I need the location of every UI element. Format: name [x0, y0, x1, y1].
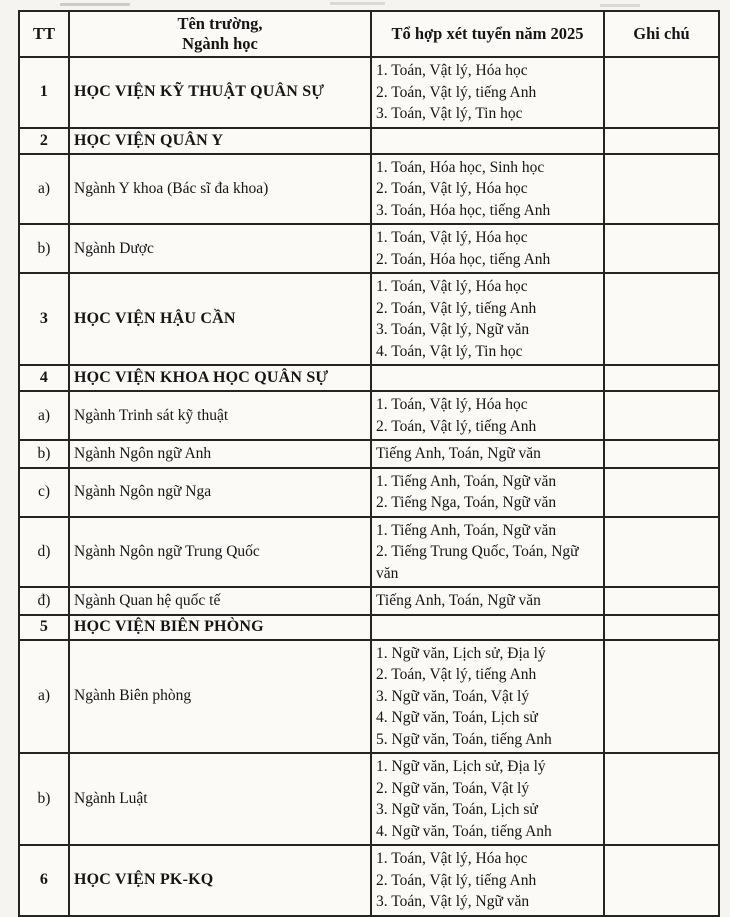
table-row [19, 587, 719, 615]
combination-line: 1. Ngữ văn, Lịch sử, Địa lý [376, 758, 546, 775]
school-name-cell: HỌC VIỆN BIÊN PHÒNG [69, 615, 371, 640]
major-name-cell: Ngành Biên phòng [69, 640, 371, 754]
combination-line: 1. Toán, Vật lý, Hóa học [376, 396, 528, 413]
combination-line: 3. Toán, Vật lý, Ngữ văn [376, 321, 530, 338]
combination-cell [371, 640, 604, 754]
combination-line: 3. Ngữ văn, Toán, Vật lý [376, 687, 530, 705]
note-cell [604, 587, 719, 615]
note-cell [604, 640, 719, 754]
table-row [19, 57, 719, 128]
row-index-cell: 4 [19, 365, 69, 391]
major-name-cell: Ngành Dược [69, 224, 371, 273]
combination-line: 1. Ngữ văn, Lịch sử, Địa lý [376, 644, 546, 662]
header-row [19, 11, 719, 57]
combination-line: 1. Tiếng Anh, Toán, Ngữ văn [376, 472, 557, 490]
combination-line: 1. Toán, Vật lý, Hóa học [376, 850, 528, 867]
note-cell [604, 154, 719, 225]
row-index-cell: 1 [19, 57, 69, 128]
combination-cell [371, 154, 604, 225]
note-cell [604, 845, 719, 916]
row-index-cell: a) [19, 391, 69, 440]
table-row [19, 365, 719, 391]
row-index-cell: a) [19, 640, 69, 754]
school-name-cell: HỌC VIỆN PK-KQ [69, 845, 371, 916]
row-index-cell: 5 [19, 615, 69, 640]
table-row [19, 517, 719, 588]
major-name-cell: Ngành Quan hệ quốc tế [69, 587, 371, 615]
note-cell [604, 753, 719, 845]
row-index-cell: b) [19, 224, 69, 273]
major-name-cell: Ngành Trinh sát kỹ thuật [69, 391, 371, 440]
combination-line: 3. Toán, Vật lý, Tin học [376, 105, 523, 122]
note-cell [604, 365, 719, 391]
combination-cell [371, 845, 604, 916]
combination-line: Tiếng Anh, Toán, Ngữ văn [376, 592, 541, 609]
scan-artifact [330, 2, 385, 5]
combination-line: 2. Toán, Vật lý, tiếng Anh [376, 83, 537, 101]
combination-line: 2. Toán, Vật lý, tiếng Anh [376, 871, 537, 889]
combination-cell [371, 224, 604, 273]
note-cell [604, 224, 719, 273]
school-name-cell: HỌC VIỆN KHOA HỌC QUÂN SỰ [69, 365, 371, 391]
school-name-cell: HỌC VIỆN QUÂN Y [69, 128, 371, 154]
table-row [19, 468, 719, 517]
major-name-cell: Ngành Luật [69, 753, 371, 845]
combination-line: 4. Ngữ văn, Toán, tiếng Anh [376, 822, 552, 840]
combination-line: 4. Ngữ văn, Toán, Lịch sử [376, 709, 538, 726]
combination-line: 2. Tiếng Trung Quốc, Toán, Ngữ văn [376, 543, 579, 582]
combination-line: 2. Ngữ văn, Toán, Vật lý [376, 779, 530, 797]
combination-line: 1. Toán, Hóa học, Sinh học [376, 158, 545, 176]
header-line-2: Ngành học [182, 34, 258, 53]
note-cell [604, 57, 719, 128]
major-name-cell: Ngành Ngôn ngữ Anh [69, 440, 371, 468]
combination-cell [371, 57, 604, 128]
combination-cell [371, 517, 604, 588]
combination-line: 2. Toán, Vật lý, Hóa học [376, 180, 528, 197]
admissions-table [18, 10, 720, 917]
combination-cell [371, 753, 604, 845]
school-name-cell: HỌC VIỆN KỸ THUẬT QUÂN SỰ [69, 57, 371, 128]
combination-line: 2. Toán, Hóa học, tiếng Anh [376, 250, 551, 268]
school-name-cell: HỌC VIỆN HẬU CẦN [69, 273, 371, 365]
combination-cell [371, 128, 604, 154]
table-row [19, 128, 719, 154]
combination-line: 2. Tiếng Nga, Toán, Ngữ văn [376, 494, 557, 511]
combination-line: 2. Toán, Vật lý, tiếng Anh [376, 666, 537, 683]
combination-line: Tiếng Anh, Toán, Ngữ văn [376, 445, 541, 462]
combination-cell [371, 468, 604, 517]
major-name-cell: Ngành Ngôn ngữ Nga [69, 468, 371, 517]
combination-line: 2. Toán, Vật lý, tiếng Anh [376, 417, 537, 435]
row-index-cell: c) [19, 468, 69, 517]
note-cell [604, 468, 719, 517]
combination-line: 3. Toán, Hóa học, tiếng Anh [376, 201, 551, 219]
combination-line: 1. Toán, Vật lý, Hóa học [376, 278, 528, 295]
row-index-cell: 6 [19, 845, 69, 916]
table-row [19, 391, 719, 440]
table-row [19, 224, 719, 273]
column-header-combination-2025: Tổ hợp xét tuyển năm 2025 [371, 11, 604, 57]
combination-line: 1. Toán, Vật lý, Hóa học [376, 62, 528, 79]
combination-cell [371, 391, 604, 440]
combination-line: 1. Tiếng Anh, Toán, Ngữ văn [376, 521, 557, 539]
table-row [19, 753, 719, 845]
table-row [19, 640, 719, 754]
column-header-tt: TT [19, 11, 69, 57]
table-row [19, 845, 719, 916]
row-index-cell: b) [19, 440, 69, 468]
combination-line: 1. Toán, Vật lý, Hóa học [376, 229, 528, 246]
table-row [19, 615, 719, 640]
table-row [19, 154, 719, 225]
major-name-cell: Ngành Y khoa (Bác sĩ đa khoa) [69, 154, 371, 225]
combination-line: 5. Ngữ văn, Toán, tiếng Anh [376, 730, 552, 748]
scan-artifact [600, 4, 640, 7]
row-index-cell: b) [19, 753, 69, 845]
combination-line: 3. Ngữ văn, Toán, Lịch sử [376, 801, 538, 818]
combination-cell [371, 273, 604, 365]
combination-cell [371, 440, 604, 468]
column-header-school-major [69, 11, 371, 57]
combination-cell [371, 365, 604, 391]
row-index-cell: 3 [19, 273, 69, 365]
combination-line: 4. Toán, Vật lý, Tin học [376, 342, 523, 360]
combination-cell [371, 587, 604, 615]
row-index-cell: a) [19, 154, 69, 225]
column-header-notes: Ghi chú [604, 11, 719, 57]
row-index-cell: d) [19, 517, 69, 588]
row-index-cell: 2 [19, 128, 69, 154]
combination-line: 2. Toán, Vật lý, tiếng Anh [376, 299, 537, 317]
note-cell [604, 391, 719, 440]
scan-artifact [60, 3, 130, 6]
table-row [19, 440, 719, 468]
note-cell [604, 128, 719, 154]
combination-line: 3. Toán, Vật lý, Ngữ văn [376, 893, 530, 910]
note-cell [604, 440, 719, 468]
note-cell [604, 517, 719, 588]
note-cell [604, 273, 719, 365]
major-name-cell: Ngành Ngôn ngữ Trung Quốc [69, 517, 371, 588]
header-line-1: Tên trường, [177, 14, 263, 33]
combination-cell [371, 615, 604, 640]
row-index-cell: đ) [19, 587, 69, 615]
note-cell [604, 615, 719, 640]
table-row [19, 273, 719, 365]
